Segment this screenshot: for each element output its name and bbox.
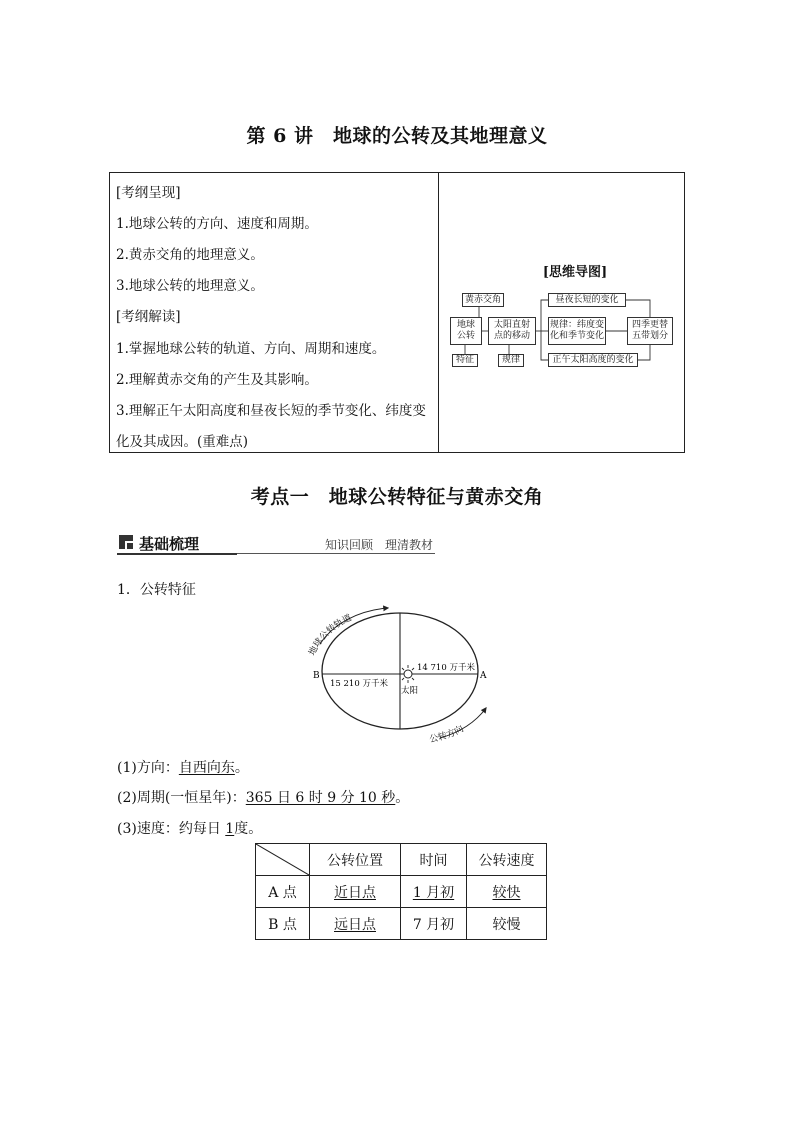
feature-direction-prefix: (1)方向： [117,760,179,776]
revolution-table [255,843,547,940]
feature-direction [117,757,249,777]
syllabus-line: 2.理解黄赤交角的产生及其影响。 [116,372,318,388]
section-bar-label: 基础梳理 [139,535,200,553]
orbit-label-text: 地球公转轨道 [307,613,354,658]
table-cell [310,876,401,908]
syllabus-line: 1.掌握地球公转的轨道、方向、周期和速度。 [116,341,386,357]
table-header: 时间 [401,844,467,876]
mind-map-node-subsolar: 太阳直射 点的移动 [488,317,536,345]
table-row [256,908,547,940]
section-bar-subtitle: 知识回顾 理清教材 [324,538,433,552]
mind-map-node-obliquity: 黄赤交角 [462,293,504,307]
mind-map-node-noon: 正午太阳高度的变化 [548,353,638,367]
mind-map-node-revolution: 地球 公转 [450,317,482,345]
feature-direction-suffix: 。 [234,760,249,776]
mind-map-node-rules: 规律：纬度变 化和季节变化 [548,317,606,345]
section-rule-bold [117,553,237,555]
table-cell [310,908,401,940]
syllabus-line: 化及其成因。(重难点) [116,434,249,450]
feature-speed [117,818,262,838]
table-cell [467,876,547,908]
table-header: 公转速度 [467,844,547,876]
syllabus-line: 3.理解正午太阳高度和昼夜长短的季节变化、纬度变 [116,403,426,419]
feature-speed-suffix: 度。 [234,821,263,837]
section-title: 考点一 地球公转特征与黄赤交角 [250,486,544,508]
direction-label-text: 公转方向 [428,724,466,744]
syllabus-box [109,172,685,453]
syllabus-line: [考纲呈现] [116,185,181,201]
feature-period [117,787,409,807]
column-divider [438,173,439,452]
sun-icon [399,665,417,683]
syllabus-line: 2.黄赤交角的地理意义。 [116,247,264,263]
table-row [256,876,547,908]
mind-map-node-seasons: 四季更替 五带划分 [627,317,673,345]
syllabus-line: 3.地球公转的地理意义。 [116,278,264,294]
feature-speed-value: 1 [225,821,235,837]
table-cell-value: 远日点 [334,916,376,933]
mind-map-node-pattern: 规律 [498,354,524,367]
table-header: 公转位置 [310,844,401,876]
table-cell: 7 月初 [401,908,467,940]
feature-period-value: 365 日 6 时 9 分 10 秒 [245,790,396,806]
section-bar [117,533,435,555]
diagonal-line [256,844,309,875]
feature-period-prefix: (2)周期(一恒星年)： [117,790,246,806]
orbit-label [306,611,354,657]
orbit-diagram [300,604,500,744]
table-cell-value: 较快 [492,884,521,901]
feature-period-suffix: 。 [395,790,410,806]
table-corner-cell [256,844,310,876]
feature-speed-prefix: (3)速度：约每日 [117,821,226,837]
table-cell-value: 近日点 [334,884,376,901]
syllabus-line: [考纲解读] [116,309,181,325]
mind-map-node-daylength: 昼夜长短的变化 [548,293,626,307]
table-cell [401,876,467,908]
feature-direction-value: 自西向东 [178,760,235,776]
table-cell: 较慢 [467,908,547,940]
point-a-label: A [480,671,487,681]
syllabus-line: 1.地球公转的方向、速度和周期。 [116,216,318,232]
sun-label: 太阳 [401,686,419,696]
distance-b-label: 15 210 万千米 [330,679,388,689]
direction-label [429,723,466,744]
table-header-row [256,844,547,876]
table-row-label: B 点 [256,908,310,940]
item-heading: 1．公转特征 [117,582,196,598]
table-cell-value: 1 月初 [412,884,455,901]
table-row-label: A 点 [256,876,310,908]
mind-map-title: [思维导图] [542,265,608,280]
distance-a-label: 14 710 万千米 [417,663,475,673]
mind-map-node-features: 特征 [452,354,478,367]
page-title: 第 6 讲 地球的公转及其地理意义 [246,125,548,147]
section-square-icon-dot [127,543,133,549]
point-b-label: B [313,671,320,681]
